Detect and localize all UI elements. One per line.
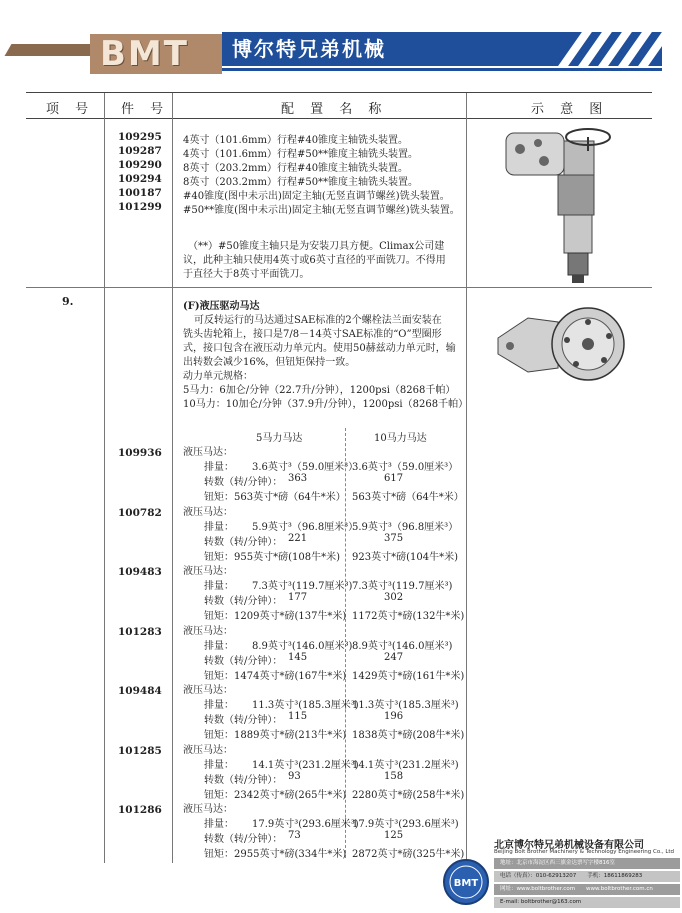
displacement-5hp: 17.9英寸³(293.6厘米³) [252,819,359,830]
motor-label: 液压马达： [183,804,233,815]
displacement-label: 排量： [204,640,234,652]
speed-10hp: 125 [384,830,404,841]
motor-label: 液压马达： [183,506,233,518]
motor-label: 液压马达： [183,566,233,577]
bmt-seal-logo [442,858,490,906]
config-line: 8英寸（203.2mm）行程#50**锥度主轴铣头装置。 [183,177,419,188]
speed-5hp: 115 [288,711,308,722]
column-divider [466,93,467,863]
speed-5hp: 363 [288,473,308,484]
displacement-label: 排量： [204,581,234,592]
footer-contact [494,836,680,912]
displacement-label: 排量： [204,462,234,473]
footer-company-en: Beijing Bolt Brother Machinery & Technology Engineering Co., Ltd [494,849,675,855]
speed-5hp: 73 [288,830,301,841]
torque-5hp: 955英寸*磅(108牛*米) [234,551,340,563]
header-banner [0,22,682,80]
torque-label: 钮矩： [204,492,234,503]
motor-part-number: 101283 [118,625,162,638]
displacement-10hp: 17.9英寸³(293.6厘米³) [352,819,459,830]
config-table [26,92,652,862]
displacement-10hp: 11.3英寸³(185.3厘米³) [352,700,459,711]
column-head-5hp: 5马力马达 [256,433,303,444]
desc-line: 式，接口包含在液压动力单元内。使用50赫兹动力单元时，输 [183,343,456,354]
displacement-label: 排量： [204,700,234,711]
speed-label: 转数（转/分钟）： [204,596,283,607]
speed-label: 转数（转/分钟）： [204,715,283,726]
footer-phone: 电话（传真）：010-62913207 手机：18611869283 [494,871,680,882]
header-item-no: 项 号 [46,102,95,117]
footer-web: 网址：www.boltbrother.com www.boltbrother.com.cn [494,884,680,895]
milling-head-illustration [486,121,636,286]
speed-10hp: 375 [384,532,404,544]
displacement-label: 排量： [204,759,234,771]
header-part-no: 件 号 [121,102,170,117]
config-line: 8英寸（203.2mm）行程#40锥度主轴铣头装置。 [183,163,409,174]
torque-label: 钮矩： [204,551,234,563]
header-config-name: 配 置 名 称 [281,102,388,117]
torque-5hp: 1474英寸*磅(167牛*米) [234,670,347,682]
speed-label: 转数（转/分钟）： [204,536,283,548]
speed-5hp: 177 [288,592,308,603]
column-divider [172,93,173,863]
torque-label: 钮矩： [204,849,234,860]
torque-10hp: 1838英寸*磅(208牛*米) [352,730,465,741]
torque-10hp: 1172英寸*磅(132牛*米) [352,611,465,622]
banner-underline [222,68,662,71]
torque-10hp: 563英寸*磅（64牛*米） [352,492,464,503]
desc-line: 动力单元规格： [183,371,253,382]
motor-label: 液压马达： [183,447,233,458]
speed-label: 转数（转/分钟）： [204,834,283,845]
displacement-5hp: 3.6英寸³（59.0厘米³） [252,462,359,473]
torque-5hp: 2342英寸*磅(265牛*米) [234,789,347,801]
displacement-5hp: 11.3英寸³(185.3厘米³) [252,700,359,711]
displacement-label: 排量： [204,819,234,830]
note-line: 于直径大于8英寸平面铣刀。 [183,269,310,280]
config-line: #50**锥度(图中未示出)固定主轴(无竖直调节螺丝)铣头装置。 [183,205,460,216]
motor-part-number: 109483 [118,566,162,578]
part-number: 109290 [118,159,162,171]
speed-10hp: 302 [384,592,404,603]
speed-10hp: 158 [384,770,404,782]
displacement-10hp: 14.1英寸³(231.2厘米³) [352,759,459,771]
part-number: 101299 [118,201,162,213]
motor-part-number: 109936 [118,447,162,459]
displacement-label: 排量： [204,521,234,533]
motor-part-number: 109484 [118,685,162,697]
torque-5hp: 2955英寸*磅(334牛*米) [234,849,347,860]
footer-company-cn: 北京博尔特兄弟机械设备有限公司 [494,840,644,851]
hydraulic-motor-illustration [488,298,638,388]
speed-5hp: 93 [288,770,301,782]
note-line: （**）#50锥度主轴只是为安装刀具方便。Climax公司建 [188,241,445,252]
speed-10hp: 617 [384,473,404,484]
displacement-10hp: 5.9英寸³（96.8厘米³） [352,521,459,533]
torque-10hp: 2872英寸*磅(325牛*米) [352,849,465,860]
displacement-5hp: 5.9英寸³（96.8厘米³） [252,521,359,533]
torque-5hp: 563英寸*磅（64牛*米） [234,492,346,503]
motor-part-number: 100782 [118,506,162,519]
desc-line: 铣头齿轮箱上，接口是7/8－14英寸SAE标准的“O”型圈形 [183,329,442,340]
footer-address: 地址：北京市海淀区西三旗金达票写字楼816室 [494,858,680,869]
column-divider [104,93,105,863]
company-name: 博尔特兄弟机械 [232,37,386,61]
torque-label: 钮矩： [204,670,234,682]
note-line: 议，此种主轴只使用4英寸或6英寸直径的平面铣刀。不得用 [183,255,446,266]
config-line: 4英寸（101.6mm）行程#50**锥度主轴铣头装置。 [183,149,419,160]
desc-line: 10马力：10加仑/分钟（37.9升/分钟），1200psi（8268千帕） [183,399,469,410]
speed-5hp: 221 [288,532,308,544]
header-diagram: 示 意 图 [531,102,609,117]
torque-10hp: 2280英寸*磅(258牛*米) [352,789,465,801]
brand-logo: BMT [100,34,189,74]
desc-line: 可反转运行的马达通过SAE标准的2个螺栓法兰面安装在 [194,315,442,326]
speed-label: 转数（转/分钟）： [204,477,283,488]
torque-10hp: 923英寸*磅(104牛*米) [352,551,458,563]
motor-label: 液压马达： [183,744,233,756]
speed-5hp: 145 [288,651,308,663]
motor-part-number: 101286 [118,804,162,816]
torque-label: 钮矩： [204,611,234,622]
part-number: 109287 [118,145,162,157]
desc-line: 5马力：6加仑/分钟（22.7升/分钟），1200psi（8268千帕） [183,385,456,396]
desc-line: 出转数会减少16%，但钮矩保持一致。 [183,357,356,368]
part-number: 109294 [118,173,162,185]
column-head-10hp: 10马力马达 [374,433,427,444]
displacement-5hp: 7.3英寸³(119.7厘米³) [252,581,353,592]
displacement-5hp: 14.1英寸³(231.2厘米³) [252,759,359,771]
torque-label: 钮矩： [204,730,234,741]
torque-10hp: 1429英寸*磅(161牛*米) [352,670,465,682]
torque-5hp: 1889英寸*磅(213牛*米) [234,730,347,741]
section-title: (F)液压驱动马达 [183,301,260,312]
displacement-10hp: 3.6英寸³（59.0厘米³） [352,462,459,473]
row-divider [26,287,652,288]
part-number: 100187 [118,187,162,199]
footer-email: E-mail: boltbrother@163.com [494,897,680,908]
displacement-10hp: 8.9英寸³(146.0厘米³) [352,640,453,652]
motor-part-number: 101285 [118,744,162,757]
config-line: #40锥度(图中未示出)固定主轴(无竖直调节螺丝)铣头装置。 [183,191,450,202]
table-header [26,93,652,119]
displacement-5hp: 8.9英寸³(146.0厘米³) [252,640,353,652]
motor-label: 液压马达： [183,625,233,637]
item-number: 9. [62,295,74,308]
torque-label: 钮矩： [204,789,234,801]
part-number: 109295 [118,131,162,143]
torque-5hp: 1209英寸*磅(137牛*米) [234,611,347,622]
displacement-10hp: 7.3英寸³(119.7厘米³) [352,581,453,592]
motor-label: 液压马达： [183,685,233,696]
speed-10hp: 247 [384,651,404,663]
speed-label: 转数（转/分钟）： [204,774,283,786]
config-line: 4英寸（101.6mm）行程#40锥度主轴铣头装置。 [183,135,409,146]
speed-10hp: 196 [384,711,404,722]
seal-text: BMT [453,878,479,889]
speed-label: 转数（转/分钟）： [204,655,283,667]
